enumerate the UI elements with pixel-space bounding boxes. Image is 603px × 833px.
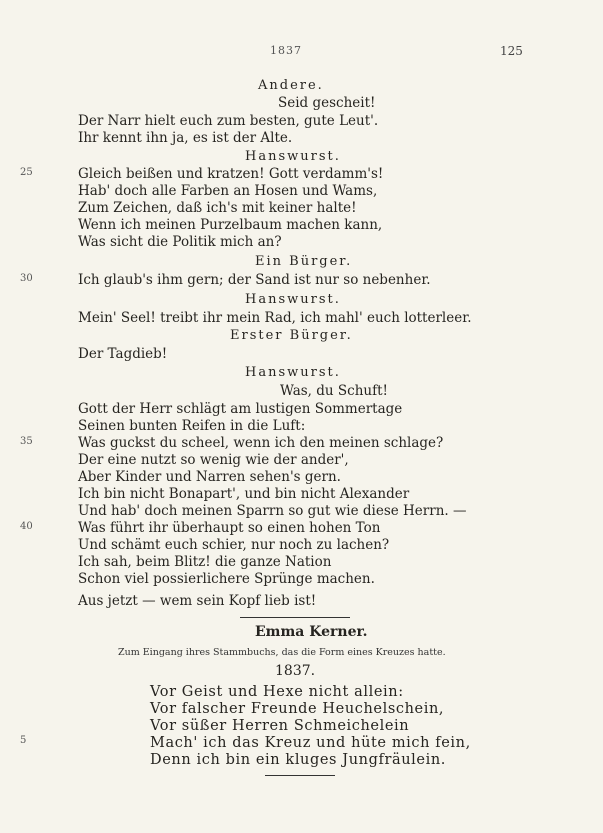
verse-line: Der Narr hielt euch zum besten, gute Leut'.	[78, 113, 379, 129]
verse-line: Mein' Seel! treibt ihr mein Rad, ich mahl' euch lotterleer.	[78, 310, 472, 326]
verse-line: Und hab' doch meinen Sparrn so gut wie diese Herrn. —	[78, 503, 467, 519]
speaker-name: Ein Bürger.	[255, 254, 353, 269]
verse-line: Ihr kennt ihn ja, es ist der Alte.	[78, 130, 293, 146]
line-number: 40	[20, 521, 33, 532]
poem-title: Emma Kerner.	[255, 624, 368, 640]
poem-line: Denn ich bin ein kluges Jungfräulein.	[150, 752, 446, 768]
verse-line: Der eine nutzt so wenig wie der ander',	[78, 452, 349, 468]
verse-line: Ich sah, beim Blitz! die ganze Nation	[78, 554, 332, 570]
poem-line: Mach' ich das Kreuz und hüte mich fein,	[150, 735, 471, 751]
verse-line: Was führt ihr überhaupt so einen hohen Ton	[78, 520, 381, 536]
speaker-name: Hanswurst.	[245, 149, 341, 164]
verse-line: Gleich beißen und kratzen! Gott verdamm's!	[78, 166, 384, 182]
speaker-name: Hanswurst.	[245, 365, 341, 380]
verse-line: Der Tagdieb!	[78, 346, 168, 362]
verse-line: Seid gescheit!	[278, 95, 376, 111]
speaker-name: Hanswurst.	[245, 292, 341, 307]
verse-line: Schon viel possierlichere Sprünge machen.	[78, 571, 375, 587]
verse-line: Seinen bunten Reifen in die Luft:	[78, 418, 306, 434]
verse-line: Was, du Schuft!	[280, 383, 388, 399]
verse-line: Wenn ich meinen Purzelbaum machen kann,	[78, 217, 383, 233]
running-header-year: 1837	[270, 44, 302, 57]
verse-line: Hab' doch alle Farben an Hosen und Wams,	[78, 183, 378, 199]
line-number: 25	[20, 167, 33, 178]
line-number: 30	[20, 273, 33, 284]
poem-line: Vor falscher Freunde Heuchelschein,	[150, 701, 445, 717]
page-number: 125	[500, 44, 523, 58]
verse-line: Ich bin nicht Bonapart', und bin nicht Alexander	[78, 486, 410, 502]
line-number: 35	[20, 436, 33, 447]
verse-line: Was sicht die Politik mich an?	[78, 234, 282, 250]
verse-line: Was guckst du scheel, wenn ich den meinen schlage?	[78, 435, 444, 451]
verse-line: Und schämt euch schier, nur noch zu lachen?	[78, 537, 390, 553]
poem-line: Vor süßer Herren Schmeichelein	[150, 718, 410, 734]
verse-line: Zum Zeichen, daß ich's mit keiner halte!	[78, 200, 357, 216]
poem-line: Vor Geist und Hexe nicht allein:	[150, 684, 404, 700]
poem-year: 1837.	[275, 663, 316, 679]
verse-line: Ich glaub's ihm gern; der Sand ist nur so nebenher.	[78, 272, 431, 288]
section-rule-top	[240, 617, 350, 618]
speaker-name: Andere.	[258, 78, 324, 93]
line-number: 5	[20, 735, 27, 746]
verse-line: Aus jetzt — wem sein Kopf lieb ist!	[78, 593, 317, 609]
poem-dedication: Zum Eingang ihres Stammbuchs, das die Form eines Kreuzes hatte.	[118, 647, 446, 658]
verse-line: Aber Kinder und Narren sehen's gern.	[78, 469, 341, 485]
speaker-name: Erster Bürger.	[230, 328, 353, 343]
verse-line: Gott der Herr schlägt am lustigen Sommertage	[78, 401, 403, 417]
section-rule-bottom	[265, 775, 335, 776]
